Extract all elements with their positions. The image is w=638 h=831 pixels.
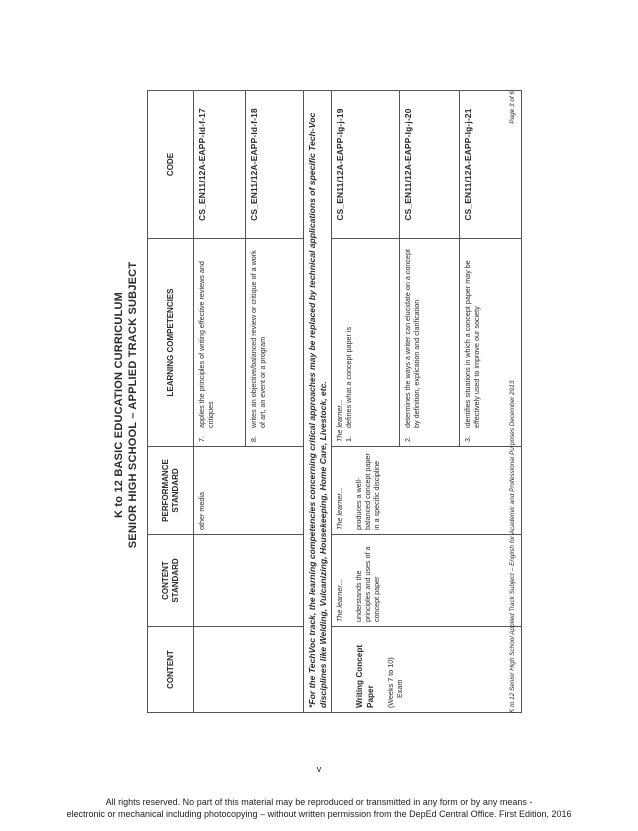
content-standard-cell [332, 535, 522, 627]
performance-cell: other media [194, 447, 304, 535]
competency-cell: 7. applies the principles of writing effective reviews and critiques [194, 239, 246, 447]
competency-cell: 8. writes an objective/balanced review or critique of a work of art, an event or a program [246, 239, 304, 447]
content-exam: Exam [394, 679, 404, 698]
code-cell: CS_EN11/12A-EAPP-Ig-j-20 [400, 91, 460, 239]
col-header-content-standard: CONTENT STANDARD [148, 535, 194, 627]
learner-label: The learner... [335, 579, 345, 622]
code-cell: CS_EN11/12A-EAPP-Id-f-17 [194, 91, 246, 239]
performance-standard-text: produces a well-balanced concept paper in a specific discipline [354, 453, 382, 530]
page-number: v [316, 764, 322, 774]
competency-text: applies the principles of writing effective reviews and critiques [197, 261, 215, 428]
competency-cell: 3. identifies situations in which a concept paper may be effectively used to improve our society [460, 239, 522, 447]
col-header-learning-competencies: LEARNING COMPETENCIES [148, 239, 194, 447]
competency-cell: The learner... 1. defines what a concept paper is [332, 239, 400, 447]
curriculum-table [147, 90, 522, 713]
competency-text: writes an objective/balanced review or critique of a work of art, an event or a program [249, 250, 267, 428]
code-cell: CS_EN11/12A-EAPP-Ig-j-21 [460, 91, 522, 239]
competency-text: defines what a concept paper is [344, 326, 354, 428]
competency-text: determines the ways a writer can elucidate on a concept by definition, explication and clarification [403, 249, 422, 428]
content-title: Writing Concept Paper [355, 644, 375, 708]
col-header-content: CONTENT [148, 627, 194, 713]
content-cell [332, 627, 522, 713]
curriculum-page-scan [99, 65, 549, 735]
table-row [332, 91, 400, 713]
col-header-performance-standard: PERFORMANCE STANDARD [148, 447, 194, 535]
rights-notice [0, 796, 638, 820]
learner-label: The learner... [335, 399, 345, 442]
techvoc-note: *For the TechVoc track, the learning competencies concerning critical approaches may be replaced by technical applications of specific Tech-Voc disciplines like Welding, Vulcanizing, Housekeeping, Home Care, Livestock, etc. [304, 91, 332, 713]
content-standard-text: understands the principles and uses of a concept paper [354, 546, 382, 622]
doc-subtitle: SENIOR HIGH SCHOOL – APPLIED TRACK SUBJECT [127, 261, 139, 549]
rights-line-1: All rights reserved. No part of this material may be reproduced or transmitted in any form or by any means - [105, 797, 533, 807]
doc-page-indicator: Page 3 of 6 [509, 91, 516, 124]
code-cell: CS_EN11/12A-EAPP-Ig-j-19 [332, 91, 400, 239]
rights-line-2: electronic or mechanical including photocopying – without written permission from the DepEd Central Office. First Edition, 2016 [66, 809, 572, 820]
competency-text: identifies situations in which a concept paper may be effectively used to improve our society [463, 260, 482, 428]
learner-label: The learner... [335, 487, 345, 530]
table-header-row [148, 91, 194, 713]
doc-title: K to 12 BASIC EDUCATION CURRICULUM [113, 292, 125, 518]
table-row [194, 91, 246, 713]
col-header-code: CODE [148, 91, 194, 239]
techvoc-note-row [304, 91, 332, 713]
doc-footer: K to 12 Senior High School Applied Track Subject – English for Academic and Professional Purposes December 2013 [509, 380, 516, 713]
content-weeks: (Weeks 7 to 10) [385, 657, 395, 708]
rotated-sheet [99, 75, 539, 735]
competency-cell: 2. determines the ways a writer can elucidate on a concept by definition, explication and clarification [400, 239, 460, 447]
performance-standard-cell [332, 447, 522, 535]
code-cell: CS_EN11/12A-EAPP-Id-f-18 [246, 91, 304, 239]
